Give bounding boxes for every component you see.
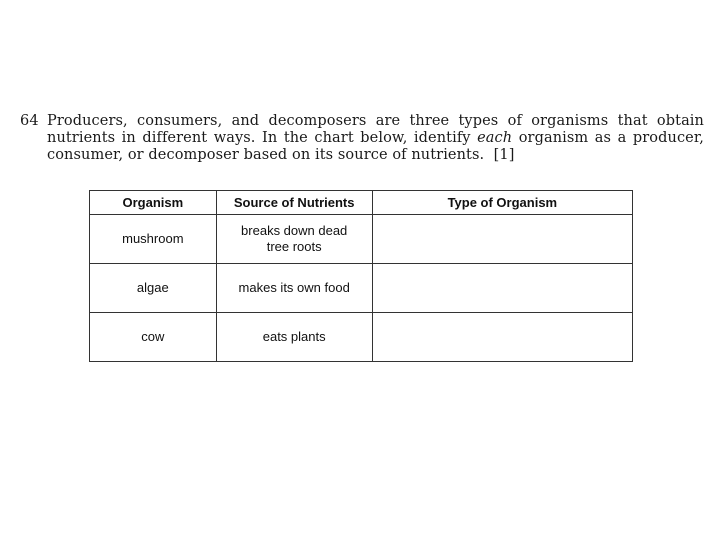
- organism-cell: algae: [90, 264, 217, 313]
- header-type-of-organism: Type of Organism: [372, 191, 632, 215]
- question-text-part2: organism as a producer, consumer, or decomposer based on its source of nutrients.: [47, 130, 704, 163]
- organism-cell: mushroom: [90, 215, 217, 264]
- source-cell: eats plants: [216, 313, 372, 362]
- header-source-of-nutrients: Source of Nutrients: [216, 191, 372, 215]
- source-cell: [216, 215, 372, 264]
- type-answer-cell[interactable]: [372, 264, 632, 313]
- table-row: [90, 264, 633, 313]
- table-row: [90, 215, 633, 264]
- question-text-part1: Producers, consumers, and decomposers are three types of organisms that obtain nutrients in different ways. In the chart below, identify: [47, 113, 704, 146]
- question-number: 64: [20, 113, 39, 129]
- header-organism: Organism: [90, 191, 217, 215]
- chart-header-row: [90, 191, 633, 215]
- organism-cell: cow: [90, 313, 217, 362]
- type-answer-cell[interactable]: [372, 313, 632, 362]
- organism-chart: [89, 190, 633, 362]
- question-points: [1]: [493, 147, 515, 163]
- source-line: tree roots: [266, 239, 322, 254]
- question-text-emphasis: each: [477, 130, 513, 146]
- type-answer-cell[interactable]: [372, 215, 632, 264]
- question-text: [47, 113, 704, 164]
- source-line: breaks down dead: [241, 223, 348, 238]
- table-row: [90, 313, 633, 362]
- source-cell: makes its own food: [216, 264, 372, 313]
- question-block: [20, 113, 704, 164]
